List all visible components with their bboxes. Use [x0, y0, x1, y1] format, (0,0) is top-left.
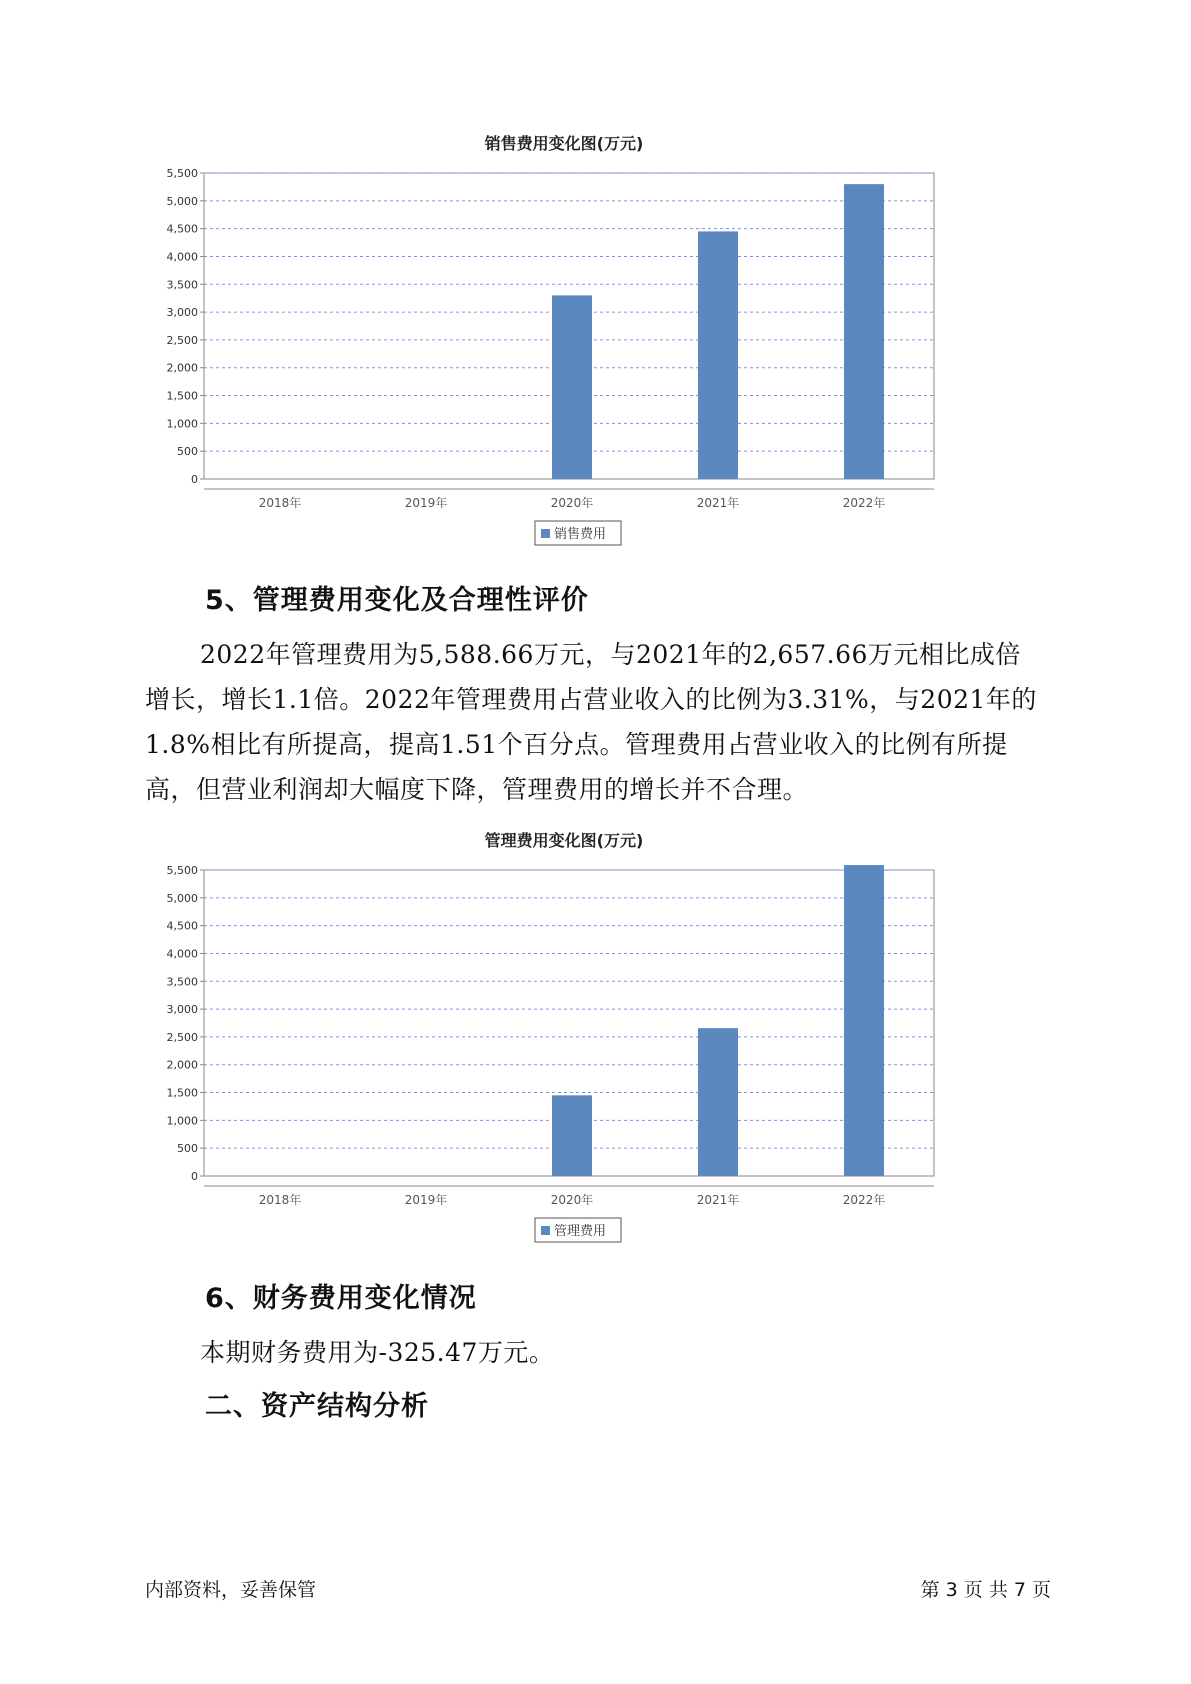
- x-tick-label: 2021年: [696, 1193, 740, 1207]
- bar-2021年: [698, 1028, 738, 1176]
- y-tick-label: 3,500: [166, 278, 198, 292]
- y-tick-label: 0: [191, 1170, 198, 1183]
- y-tick-label: 5,500: [166, 167, 198, 180]
- x-tick-label: 2019年: [404, 496, 448, 510]
- legend-label: 管理费用: [554, 1224, 607, 1239]
- section-2-title: 二、资产结构分析: [205, 1391, 429, 1422]
- y-tick-label: 2,000: [166, 361, 198, 375]
- footer-page-number: 第 3 页 共 7 页: [920, 1579, 1051, 1601]
- y-tick-label: 3,000: [166, 306, 198, 320]
- y-tick-label: 4,500: [166, 919, 198, 933]
- admin-expense-chart-svg: [150, 822, 1030, 1252]
- section-5-title: 5、管理费用变化及合理性评价: [205, 585, 589, 616]
- legend-swatch: [541, 1226, 550, 1235]
- bar-2021年: [698, 231, 738, 479]
- bar-2022年: [844, 184, 884, 479]
- bar-2020年: [552, 1095, 592, 1176]
- bar-2022年: [844, 865, 884, 1176]
- y-tick-label: 1,500: [166, 389, 198, 403]
- legend-swatch: [541, 529, 550, 538]
- chart-title: 销售费用变化图(万元): [484, 134, 644, 153]
- y-tick-label: 1,500: [166, 1086, 198, 1100]
- chart-title: 管理费用变化图(万元): [484, 831, 644, 850]
- y-tick-label: 5,000: [166, 194, 198, 208]
- y-tick-label: 4,500: [166, 222, 198, 236]
- x-tick-label: 2022年: [842, 1193, 886, 1207]
- y-tick-label: 3,500: [166, 975, 198, 989]
- x-tick-label: 2020年: [550, 1193, 594, 1207]
- y-tick-label: 0: [191, 473, 198, 486]
- x-tick-label: 2022年: [842, 496, 886, 510]
- x-tick-label: 2018年: [258, 496, 302, 510]
- sales-expense-chart: [150, 125, 1030, 555]
- footer-confidential: 内部资料，妥善保管: [145, 1579, 317, 1601]
- bar-2020年: [552, 295, 592, 479]
- y-tick-label: 2,000: [166, 1058, 198, 1072]
- y-tick-label: 500: [177, 445, 198, 459]
- y-tick-label: 4,000: [166, 250, 198, 264]
- y-tick-label: 1,000: [166, 1114, 198, 1128]
- section-6-title: 6、财务费用变化情况: [205, 1283, 477, 1314]
- x-tick-label: 2020年: [550, 496, 594, 510]
- y-tick-label: 4,000: [166, 947, 198, 961]
- y-tick-label: 5,000: [166, 891, 198, 905]
- legend-label: 销售费用: [554, 527, 607, 542]
- x-tick-label: 2021年: [696, 496, 740, 510]
- y-tick-label: 2,500: [166, 1030, 198, 1044]
- x-tick-label: 2019年: [404, 1193, 448, 1207]
- section-6-paragraph: 本期财务费用为-325.47万元。: [200, 1338, 555, 1367]
- y-tick-label: 3,000: [166, 1003, 198, 1017]
- y-tick-label: 2,500: [166, 333, 198, 347]
- x-tick-label: 2018年: [258, 1193, 302, 1207]
- y-tick-label: 5,500: [166, 864, 198, 877]
- y-tick-label: 1,000: [166, 417, 198, 431]
- section-5-paragraph: 2022年管理费用为5,588.66万元，与2021年的2,657.66万元相比成倍增长，增长1.1倍。2022年管理费用占营业收入的比例为3.31%，与2021年的1.8%相比有所提高，提高1.51个百分点。管理费用占营业收入的比例有所提高，但营业利润却大幅度下降，管理费用的增长并不合理。: [145, 640, 1037, 804]
- admin-expense-chart: [150, 822, 1030, 1252]
- sales-expense-chart-svg: [150, 125, 1030, 555]
- y-tick-label: 500: [177, 1142, 198, 1156]
